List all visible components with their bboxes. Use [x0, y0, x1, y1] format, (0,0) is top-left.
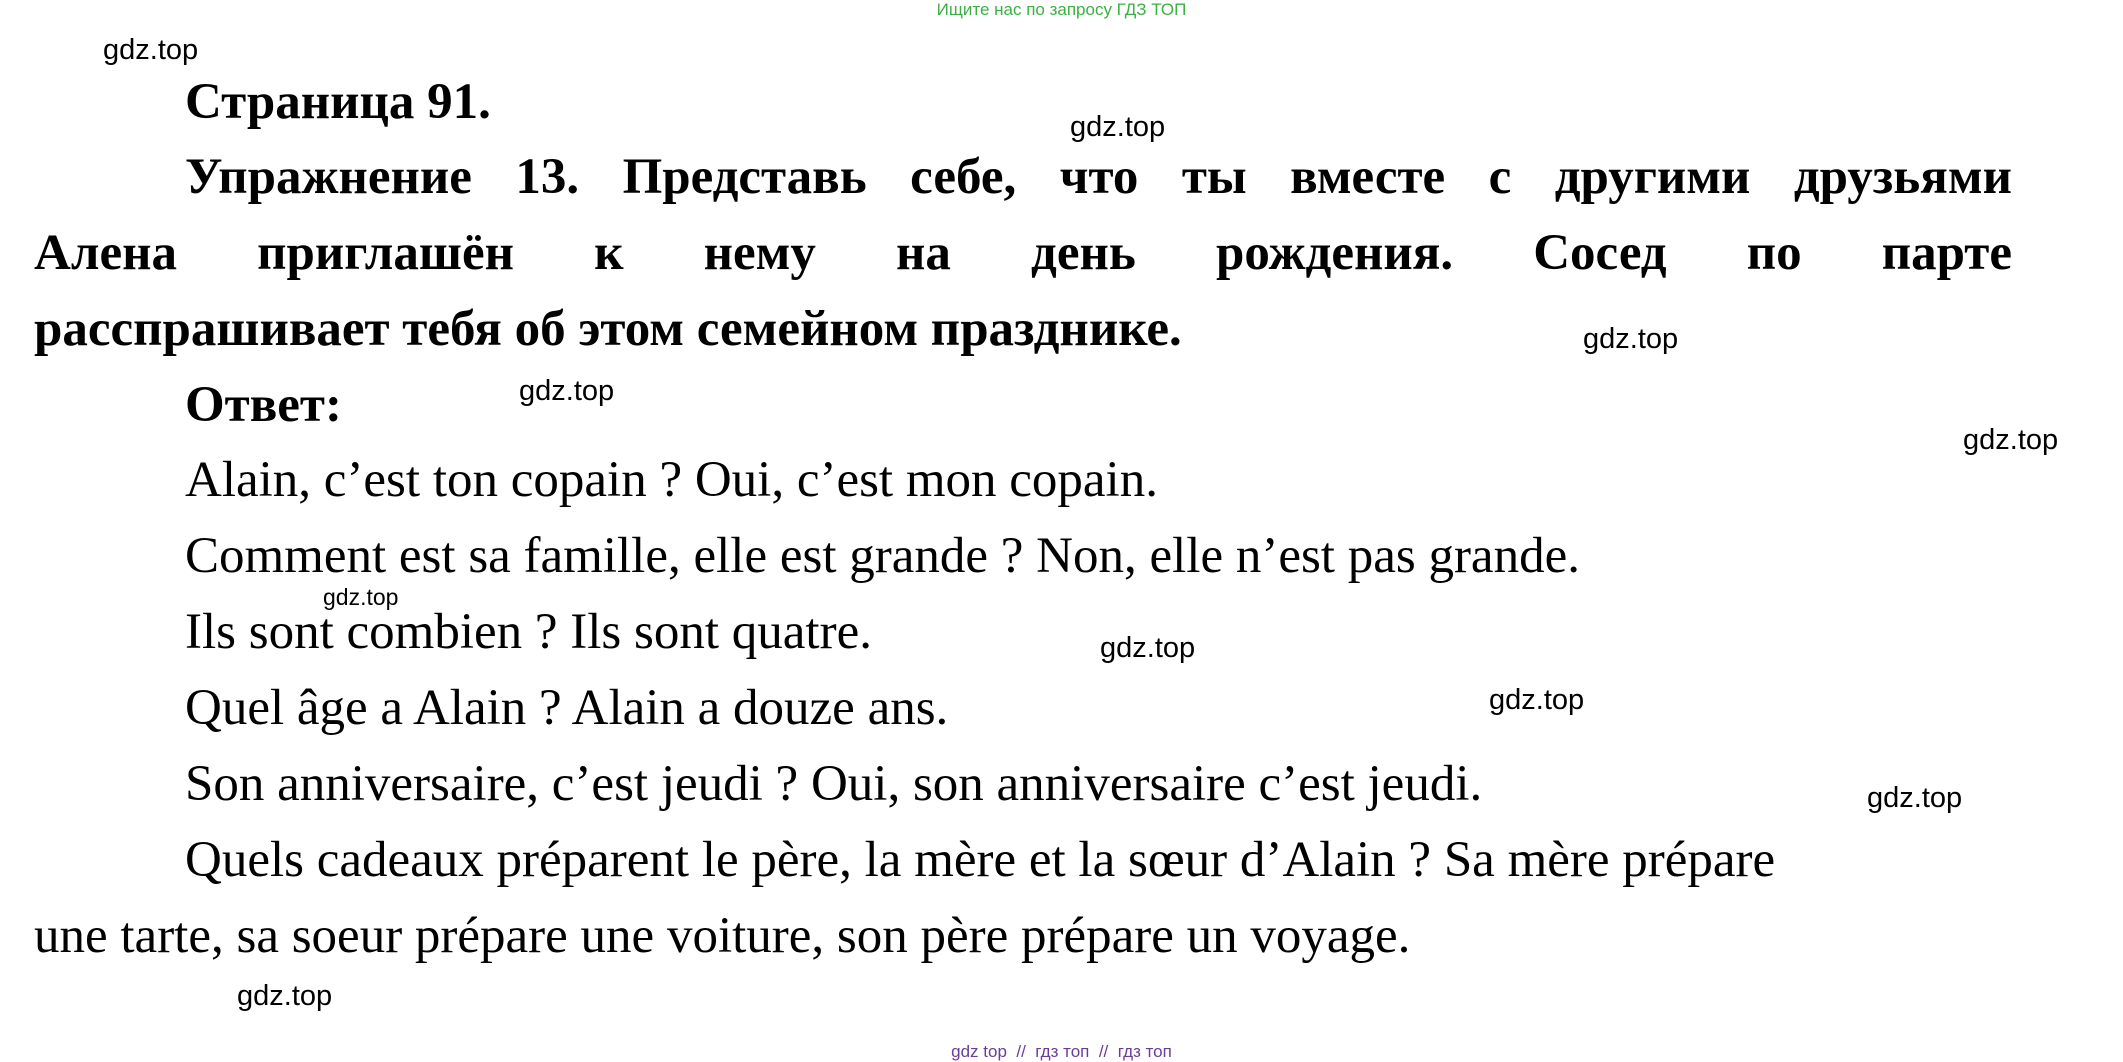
answer-line: Quels cadeaux préparent le père, la mère et la sœur d’Alain ? Sa mère prépare: [185, 832, 1776, 888]
answer-line: Alain, c’est ton copain ? Oui, c’est mon copain.: [185, 452, 1158, 508]
answer-line: Quel âge a Alain ? Alain a douze ans.: [185, 680, 949, 736]
answer-line: Son anniversaire, c’est jeudi ? Oui, son anniversaire c’est jeudi.: [185, 756, 1483, 812]
exercise-line-3: расспрашивает тебя об этом семейном празднике.: [34, 301, 1182, 357]
watermark: gdz.top: [1489, 684, 1585, 716]
watermark: gdz.top: [1867, 782, 1963, 814]
watermark: gdz.top: [103, 34, 199, 66]
watermark: gdz.top: [323, 584, 399, 610]
watermark: gdz.top: [1100, 632, 1196, 664]
answer-line: Ils sont combien ? Ils sont quatre.: [185, 604, 872, 660]
exercise-line-1: Упражнение 13. Представь себе, что ты вместе с другими друзьями: [185, 149, 2012, 205]
answer-label: Ответ:: [185, 377, 342, 433]
watermark: gdz.top: [237, 980, 333, 1012]
exercise-line-2: Алена приглашён к нему на день рождения. Сосед по парте: [34, 225, 2012, 281]
watermark: gdz.top: [1583, 323, 1679, 355]
watermark: gdz.top: [1070, 111, 1166, 143]
footer-links[interactable]: gdz top // гдз топ // гдз топ: [951, 1042, 1172, 1061]
search-banner[interactable]: Ищите нас по запросу ГДЗ ТОП: [936, 0, 1187, 19]
page-title: Страница 91.: [185, 74, 491, 130]
watermark: gdz.top: [1963, 424, 2059, 456]
answer-line: Comment est sa famille, elle est grande ? Non, elle n’est pas grande.: [185, 528, 1580, 584]
watermark: gdz.top: [519, 375, 615, 407]
answer-line: une tarte, sa soeur prépare une voiture, son père prépare un voyage.: [34, 908, 1411, 964]
